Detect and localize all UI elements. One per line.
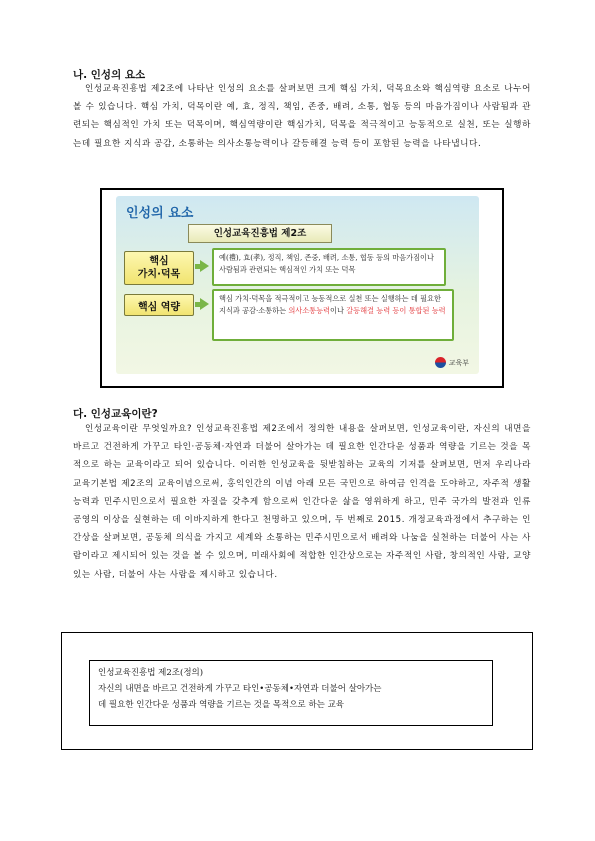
definition-paragraph: 인성교육이란 무엇일까요? 인성교육진흥법 제2조에서 정의한 내용을 살펴보면, 인성교육이란, 자신의 내면을 바르고 건전하게 가꾸고 타인·공동체·자연과 더불어 살아가는 데 필요한 인간다운 성품과 역량을 기르는 것을 목적으로 하는 교육이라고 되어 있습니다. 이러한 인성교육을 뒷받침하는 교육의 기저를 살펴보면, 먼저 우리나라 교육기본법 제2조의 교육이념으로써, 홍익인간의 이념 아래 모든 국민으로 하여금 인격을 도야하고, 자주적 생활능력과 민주시민으로서 필요한 자질을 갖추게 함으로써 인간다운 삶을 영위하게 하고, 민주 국가의 발전과 인류 공영의 이상을 실현하는 데 이바지하게 한다고 천명하고 있으며, 두 번째로 2015. 개정교육과정에서 추구하는 인간상을 살펴보면, 공동체 의식을 가지고 세계와 소통하는 민주시민으로서 배려와 나눔을 실천하는 더불어 사는 사람이라고 제시되어 있는 것을 볼 수 있으며, 미래사회에 적합한 인간상으로는 자주적인 사람, 창의적인 사람, 교양있는 사람, 더불어 사는 사람을 제시하고 있습니다.: [73, 424, 531, 580]
competency-highlight-2: 갈등해결 능력 등이 통합된 능력: [346, 305, 446, 315]
core-values-description: 예(禮), 효(孝), 정직, 책임, 존중, 배려, 소통, 협동 등의 마음가짐이나 사람됨과 관련되는 핵심적인 가치 또는 덕목: [212, 248, 446, 286]
slide-image: [116, 196, 479, 374]
core-values-label: [124, 251, 194, 285]
definition-box: [89, 660, 493, 726]
arrow-right-icon: [200, 260, 209, 272]
definition-box-title: 인성교육진흥법 제2조(정의): [98, 668, 204, 678]
section-heading-definition: 다. 인성교육이란?: [73, 408, 158, 420]
definition-box-line1: 자신의 내면을 바르고 건전하게 가꾸고 타인•공동체•자연과 더불어 살아가는: [98, 684, 382, 694]
core-competency-label: 핵심 역량: [124, 294, 194, 316]
arrow-right-icon: [200, 298, 209, 310]
elements-paragraph: 인성교육진흥법 제2조에 나타난 인성의 요소를 살펴보면 크게 핵심 가치, 덕목요소와 핵심역량 요소로 나누어 볼 수 있습니다. 핵심 가치, 덕목이란 예, 효, 정직, 책임, 존중, 배려, 소통, 협동 등의 마음가짐이나 사람됨과 관련되는 핵심적인 가치 또는 덕목이며, 핵심역량이란 핵심가치, 덕목을 적극적이고 능동적으로 실천, 또는 실행하는데 필요한 지식과 공감, 소통하는 의사소통능력이나 갈등해결 능력 등이 포함된 능력을 나타냅니다.: [73, 84, 531, 149]
ministry-logo: [435, 357, 469, 368]
taeguk-icon: [435, 357, 446, 368]
section-heading-elements: 나. 인성의 요소: [73, 69, 146, 81]
slide-subtitle: 인성교육진흥법 제2조: [188, 224, 332, 243]
core-values-label-line2: 가치·덕목: [137, 269, 181, 280]
definition-box-line2: 데 필요한 인간다운 성품과 역량을 기르는 것을 목적으로 하는 교육: [98, 700, 345, 710]
competency-text-1: 핵심 가치·덕목을 적극적이고 능동적으로 실천 또는 실행하는 데 필요한 지식과 공감·소통하는: [219, 294, 441, 315]
slide-title: 인성의 요소: [126, 206, 194, 221]
core-values-label-line1: 핵심: [149, 256, 169, 267]
logo-text: 교육부: [448, 358, 469, 367]
competency-highlight-1: 의사소통능력: [288, 305, 331, 315]
core-competency-description: [212, 289, 454, 341]
competency-text-2: 이나: [330, 305, 347, 315]
